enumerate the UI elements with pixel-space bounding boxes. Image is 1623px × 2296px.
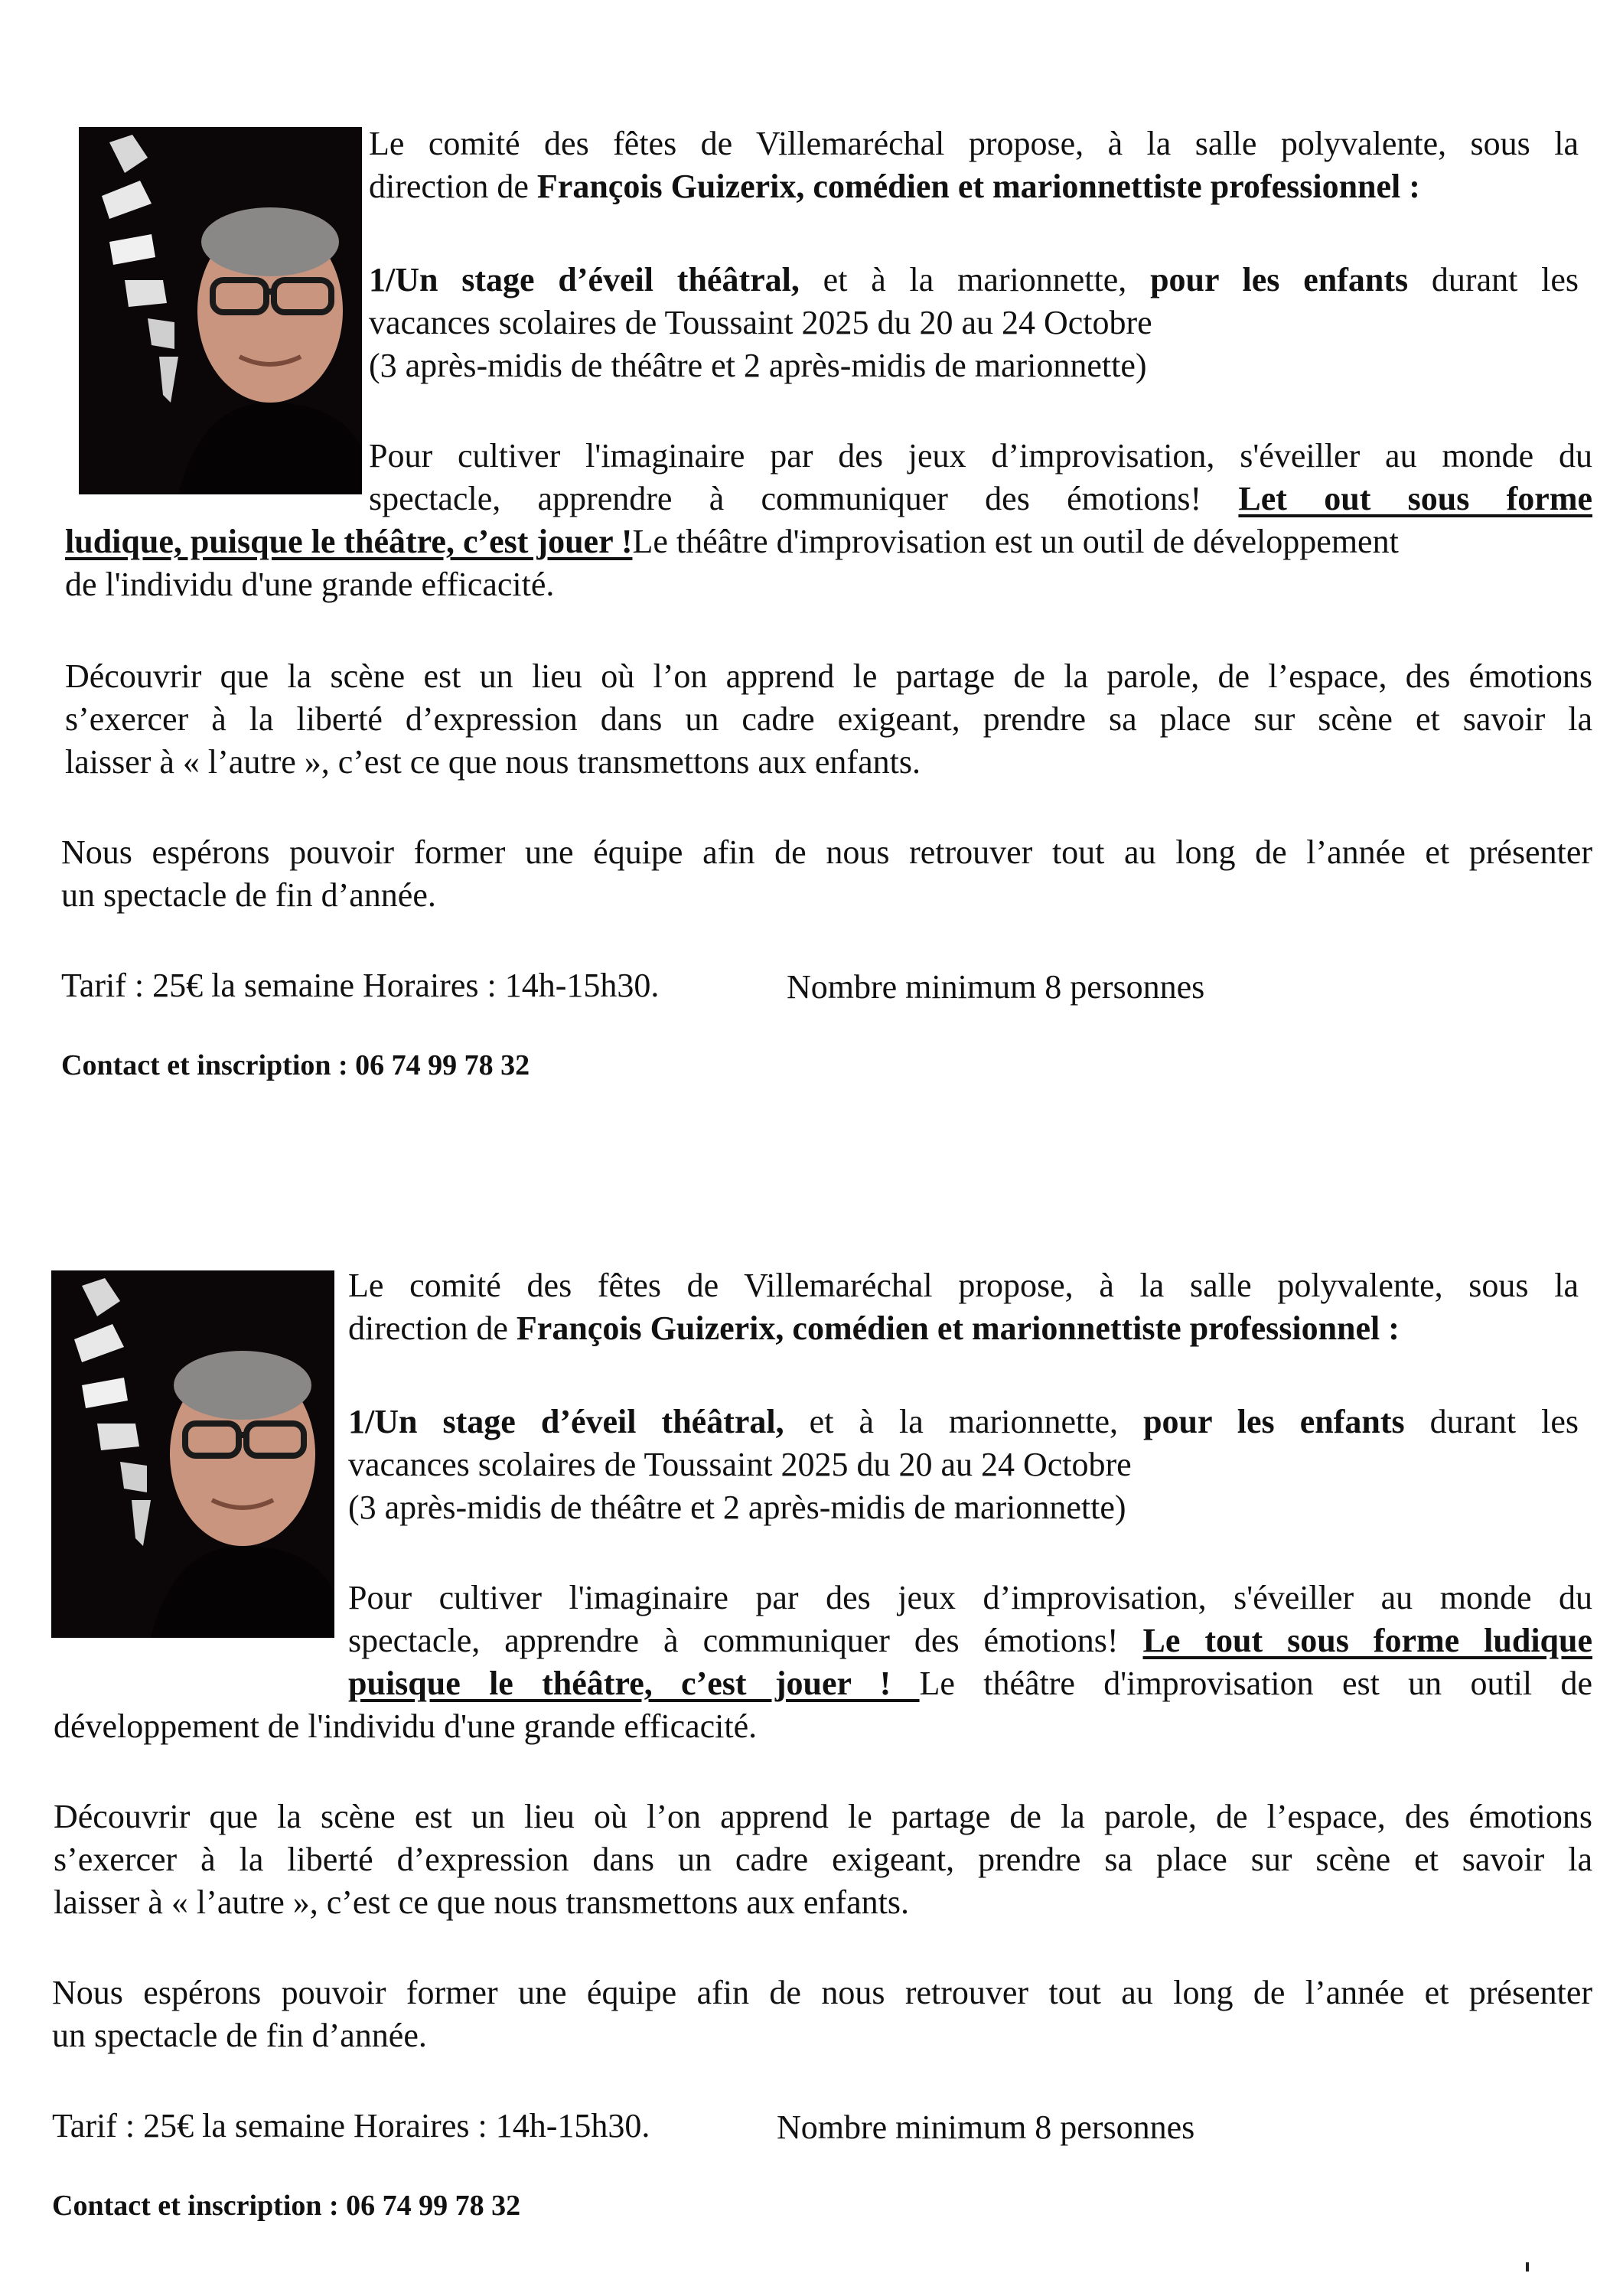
flyer-1 xyxy=(0,0,1623,1117)
cultiver-line-3: puisque le théâtre, c’est jouer ! Le théâtre d'improvisation est un outil de xyxy=(348,1665,1592,1702)
cultiver-line-2: spectacle, apprendre à communiquer des émotions! Let out sous forme xyxy=(369,480,1592,517)
tarif-text: Tarif : 25€ la semaine Horaires : 14h-15h30. xyxy=(52,2107,650,2144)
intro-line-1: Le comité des fêtes de Villemaréchal propose, à la salle polyvalente, sous la xyxy=(348,1267,1579,1304)
tarif-text: Tarif : 25€ la semaine Horaires : 14h-15h30. xyxy=(61,967,660,1004)
page-mark xyxy=(1526,2262,1529,2272)
equipe-line-1: Nous espérons pouvoir former une équipe afin de nous retrouver tout au long de l’année et présenter xyxy=(61,833,1592,871)
contact-info: Contact et inscription : 06 74 99 78 32 xyxy=(52,2190,521,2222)
intro-line-2: direction de François Guizerix, comédien et marionnettiste professionnel : xyxy=(369,168,1420,205)
portrait-illustration xyxy=(51,1270,334,1638)
portrait-illustration xyxy=(79,127,362,494)
intro-line-2: direction de François Guizerix, comédien et marionnettiste professionnel : xyxy=(348,1309,1400,1347)
decouvrir-line-3: laisser à « l’autre », c’est ce que nous transmettons aux enfants. xyxy=(54,1883,909,1921)
minimum-text: Nombre minimum 8 personnes xyxy=(787,968,1205,1006)
cultiver-line-1: Pour cultiver l'imaginaire par des jeux d’improvisation, s'éveiller au monde du xyxy=(348,1579,1592,1616)
equipe-line-2: un spectacle de fin d’année. xyxy=(61,876,436,914)
decouvrir-line-3: laisser à « l’autre », c’est ce que nous transmettons aux enfants. xyxy=(65,743,921,781)
cultiver-line-4: de l'individu d'une grande efficacité. xyxy=(65,566,555,603)
stage-line: 1/Un stage d’éveil théâtral, et à la marionnette, pour les enfants durant les xyxy=(369,261,1579,298)
portrait-photo xyxy=(79,127,362,494)
portrait-photo xyxy=(51,1270,334,1638)
detail-line: (3 après-midis de théâtre et 2 après-midis de marionnette) xyxy=(348,1489,1126,1526)
decouvrir-line-2: s’exercer à la liberté d’expression dans un cadre exigeant, prendre sa place sur scène et savoir la xyxy=(65,700,1592,738)
decouvrir-line-1: Découvrir que la scène est un lieu où l’on apprend le partage de la parole, de l’espace, des émotions xyxy=(65,657,1592,695)
contact-info: Contact et inscription : 06 74 99 78 32 xyxy=(61,1049,530,1081)
cultiver-line-3: ludique, puisque le théâtre, c’est jouer !Le théâtre d'improvisation est un outil de développement xyxy=(65,523,1399,560)
detail-line: (3 après-midis de théâtre et 2 après-midis de marionnette) xyxy=(369,347,1147,384)
equipe-line-1: Nous espérons pouvoir former une équipe afin de nous retrouver tout au long de l’année et présenter xyxy=(52,1974,1592,2011)
minimum-text: Nombre minimum 8 personnes xyxy=(777,2108,1195,2146)
flyer-2 xyxy=(0,1148,1623,2265)
cultiver-line-4: développement de l'individu d'une grande efficacité. xyxy=(54,1707,758,1745)
cultiver-line-1: Pour cultiver l'imaginaire par des jeux d’improvisation, s'éveiller au monde du xyxy=(369,437,1592,475)
vacances-line: vacances scolaires de Toussaint 2025 du 20 au 24 Octobre xyxy=(369,304,1152,341)
vacances-line: vacances scolaires de Toussaint 2025 du 20 au 24 Octobre xyxy=(348,1446,1132,1483)
cultiver-line-2: spectacle, apprendre à communiquer des émotions! Le tout sous forme ludique xyxy=(348,1622,1592,1659)
decouvrir-line-2: s’exercer à la liberté d’expression dans un cadre exigeant, prendre sa place sur scène et savoir la xyxy=(54,1841,1592,1878)
equipe-line-2: un spectacle de fin d’année. xyxy=(52,2017,427,2054)
stage-line: 1/Un stage d’éveil théâtral, et à la marionnette, pour les enfants durant les xyxy=(348,1403,1579,1440)
decouvrir-line-1: Découvrir que la scène est un lieu où l’on apprend le partage de la parole, de l’espace, des émotions xyxy=(54,1798,1592,1835)
intro-line-1: Le comité des fêtes de Villemaréchal propose, à la salle polyvalente, sous la xyxy=(369,125,1579,162)
